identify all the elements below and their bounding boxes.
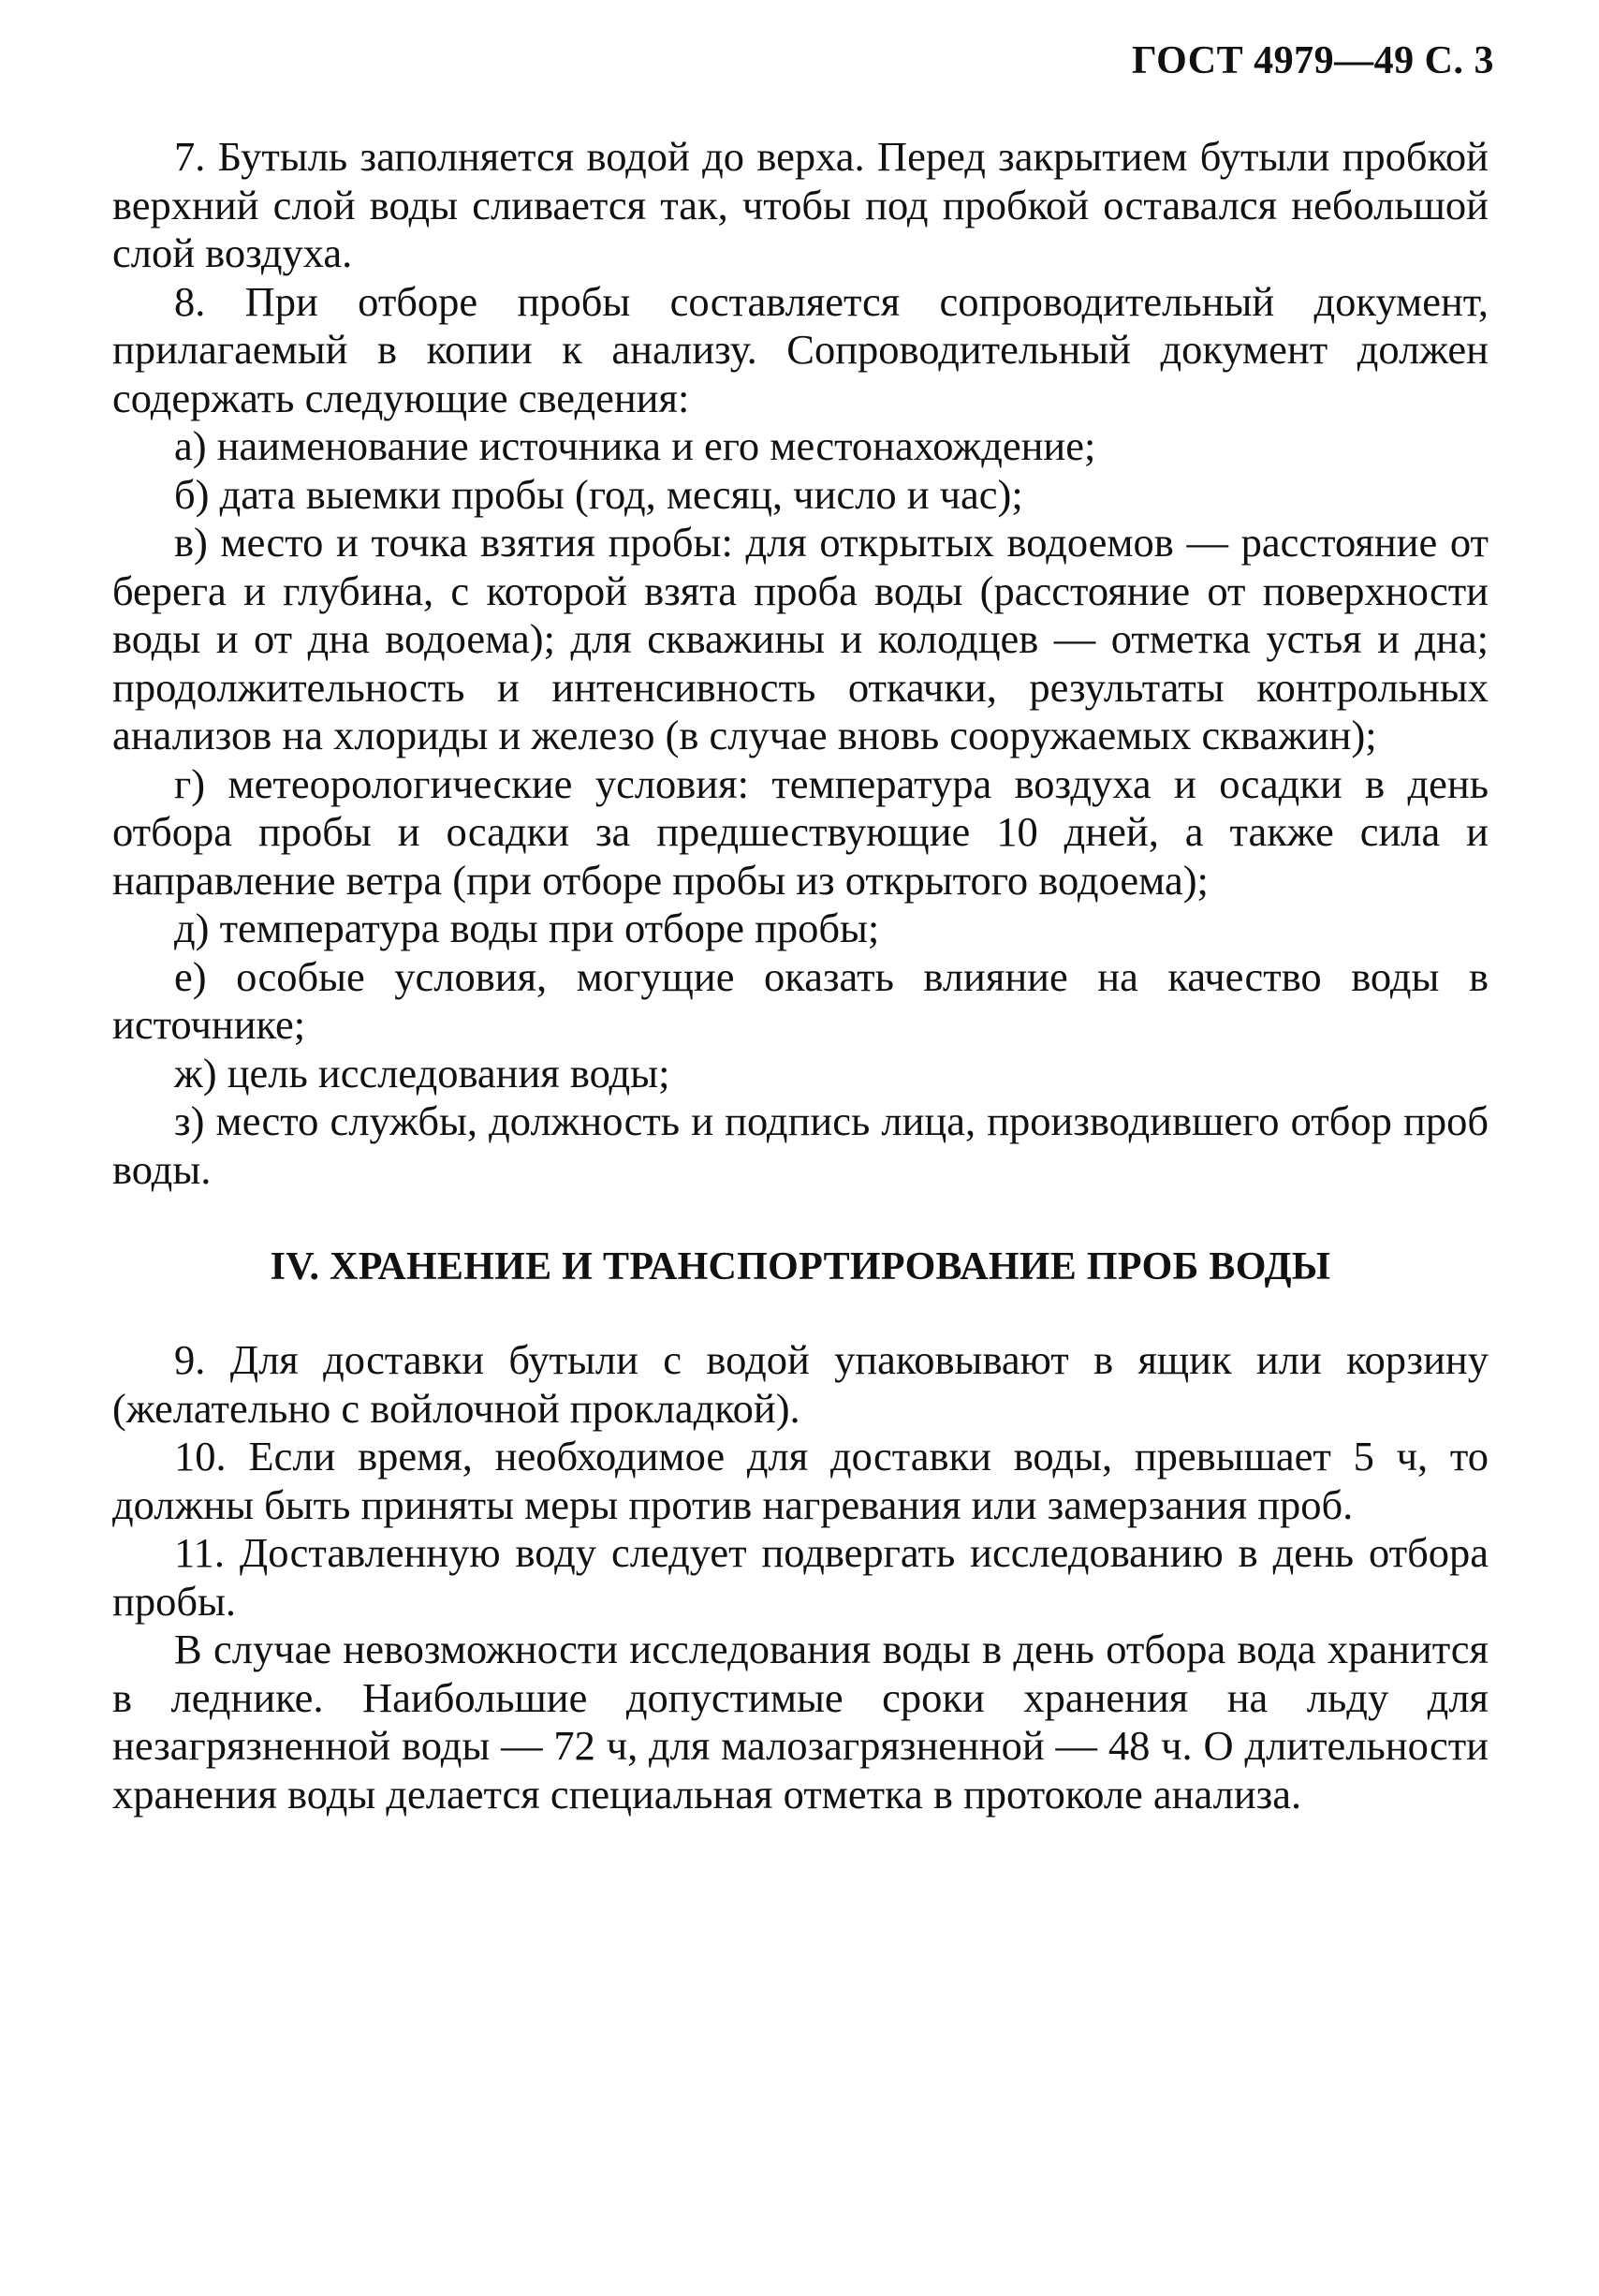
list-item-a: а) наименование источника и его местонахождение;	[174, 422, 1096, 469]
list-item-v: в) место и точка взятия пробы: для открытых водоемов — расстояние от берега и глубина, с которой взята проба воды (расстояние от поверхности воды и от дна водоема); для скважины и колодцев — отметка устья и дна; продолжительность и интенсивность откачки, результаты контрольных анализов на хлориды и железо (в случае вновь сооружаемых скважин);	[112, 519, 1489, 758]
paragraph-9: 9. Для доставки бутыли с водой упаковывают в ящик или корзину (желательно с войлочной прокладкой).	[112, 1336, 1489, 1432]
list-item-z: з) место службы, должность и подпись лица, производившего отбор проб воды.	[112, 1097, 1489, 1193]
paragraph-11: 11. Доставленную воду следует подвергать исследованию в день отбора пробы.	[112, 1529, 1489, 1625]
list-item-e: е) особые условия, могущие оказать влияние на качество воды в источнике;	[112, 952, 1489, 1048]
paragraph-storage: В случае невозможности исследования воды в день отбора вода хранится в леднике. Наибольшие допустимые сроки хранения на льду для незагрязненной воды — 72 ч, для малозагрязненной — 48 ч. О длительности хранения воды делается специальная отметка в протоколе анализа.	[112, 1626, 1489, 1818]
paragraph-8: 8. При отборе пробы составляется сопроводительный документ, прилагаемый в копии к анализу. Сопроводительный документ должен содержать следующие сведения:	[112, 277, 1489, 421]
page-content	[112, 133, 1489, 1818]
list-item-g: г) метеорологические условия: температура воздуха и осадки в день отбора пробы и осадки за предшествующие 10 дней, а также сила и направление ветра (при отборе пробы из открытого водоема);	[112, 759, 1489, 904]
running-header: ГОСТ 4979—49 С. 3	[1131, 39, 1494, 82]
list-item-d: д) температура воды при отборе пробы;	[174, 905, 880, 951]
paragraph-7: 7. Бутыль заполняется водой до верха. Перед закрытием бутыли пробкой верхний слой воды сливается так, чтобы под пробкой оставался небольшой слой воздуха.	[112, 133, 1489, 276]
section-heading	[112, 1243, 1489, 1291]
paragraph-10: 10. Если время, необходимое для доставки воды, превышает 5 ч, то должны быть приняты меры против нагревания или замерзания проб.	[112, 1433, 1489, 1528]
list-item-zh: ж) цель исследования воды;	[174, 1049, 670, 1096]
list-item-b: б) дата выемки пробы (год, месяц, число и час);	[174, 470, 1023, 518]
section-heading-text: IV. ХРАНЕНИЕ И ТРАНСПОРТИРОВАНИЕ ПРОБ ВОДЫ	[270, 1245, 1331, 1288]
